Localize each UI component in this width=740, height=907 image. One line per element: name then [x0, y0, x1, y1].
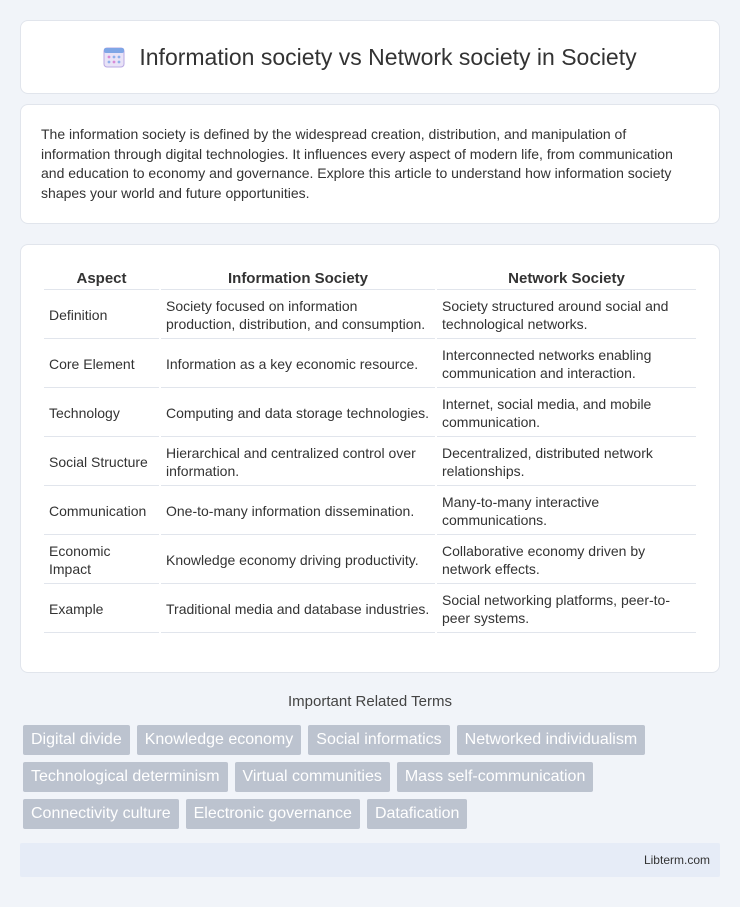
table-row — [44, 488, 696, 535]
cell-aspect: Core Element — [44, 341, 159, 388]
tag-mass-self-communication[interactable]: Mass self-communication — [397, 762, 594, 792]
cell-information-society: Information as a key economic resource. — [161, 341, 435, 388]
footer-site-link[interactable]: Libterm.com — [643, 853, 710, 867]
cell-aspect: Social Structure — [44, 439, 159, 486]
table-row — [44, 390, 696, 437]
related-terms-tags — [23, 725, 723, 836]
title-card — [20, 20, 720, 94]
cell-network-society: Collaborative economy driven by network effects. — [437, 537, 696, 584]
tag-technological-determinism[interactable]: Technological determinism — [23, 762, 228, 792]
cell-information-society: Traditional media and database industries. — [161, 586, 435, 633]
tag-row — [23, 725, 723, 755]
cell-network-society: Interconnected networks enabling communication and interaction. — [437, 341, 696, 388]
cell-information-society: One-to-many information dissemination. — [161, 488, 435, 535]
cell-aspect: Example — [44, 586, 159, 633]
cell-network-society: Internet, social media, and mobile communication. — [437, 390, 696, 437]
related-terms-title: Important Related Terms — [288, 693, 452, 710]
tag-row — [23, 799, 723, 829]
tag-row — [23, 762, 723, 792]
header-aspect: Aspect — [44, 267, 159, 290]
comparison-table — [42, 265, 698, 635]
tag-networked-individualism[interactable]: Networked individualism — [457, 725, 646, 755]
comparison-table-card — [20, 244, 720, 673]
table-header-row — [44, 267, 696, 290]
cell-aspect: Technology — [44, 390, 159, 437]
cell-aspect: Definition — [44, 292, 159, 339]
cell-network-society: Society structured around social and technological networks. — [437, 292, 696, 339]
footer — [20, 843, 720, 877]
cell-information-society: Hierarchical and centralized control over information. — [161, 439, 435, 486]
tag-digital-divide[interactable]: Digital divide — [23, 725, 130, 755]
intro-text: The information society is defined by the widespread creation, distribution, and manipulation of information through digital technologies. It influences every aspect of modern life, from communication and education to economy and governance. Explore this article to understand how information society shapes your world and future opportunities. — [41, 126, 673, 201]
header-information-society: Information Society — [161, 267, 435, 290]
table-row — [44, 341, 696, 388]
cell-information-society: Society focused on information production, distribution, and consumption. — [161, 292, 435, 339]
cell-aspect: Communication — [44, 488, 159, 535]
page-title: Information society vs Network society in Society — [139, 43, 637, 70]
cell-network-society: Social networking platforms, peer-to-peer systems. — [437, 586, 696, 633]
cell-information-society: Computing and data storage technologies. — [161, 390, 435, 437]
tag-virtual-communities[interactable]: Virtual communities — [235, 762, 390, 792]
cell-information-society: Knowledge economy driving productivity. — [161, 537, 435, 584]
table-row — [44, 537, 696, 584]
tag-knowledge-economy[interactable]: Knowledge economy — [137, 725, 302, 755]
table-row — [44, 586, 696, 633]
cell-network-society: Decentralized, distributed network relationships. — [437, 439, 696, 486]
cell-aspect: Economic Impact — [44, 537, 159, 584]
calendar-icon — [103, 46, 125, 68]
header-network-society: Network Society — [437, 267, 696, 290]
table-row — [44, 292, 696, 339]
cell-network-society: Many-to-many interactive communications. — [437, 488, 696, 535]
table-row — [44, 439, 696, 486]
tag-social-informatics[interactable]: Social informatics — [308, 725, 449, 755]
tag-datafication[interactable]: Datafication — [367, 799, 468, 829]
tag-connectivity-culture[interactable]: Connectivity culture — [23, 799, 179, 829]
tag-electronic-governance[interactable]: Electronic governance — [186, 799, 360, 829]
intro-card — [20, 104, 720, 224]
